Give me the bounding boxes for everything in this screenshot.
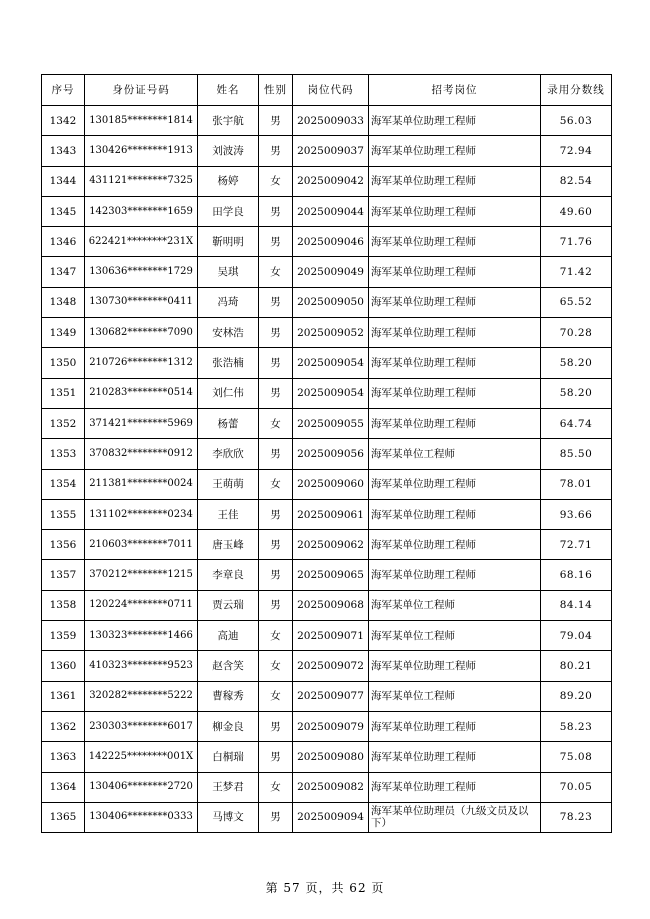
row-gender: 男 <box>259 196 293 226</box>
row-position-code: 2025009065 <box>293 560 369 590</box>
row-position: 海军某单位助理工程师 <box>369 378 541 408</box>
row-position-code: 2025009082 <box>293 772 369 802</box>
row-index: 1342 <box>42 106 85 136</box>
header-gender: 性别 <box>259 75 293 106</box>
row-index: 1351 <box>42 378 85 408</box>
admission-table <box>41 74 612 833</box>
page-footer: 第 57 页，共 62 页 <box>265 881 385 895</box>
row-score: 80.21 <box>541 651 612 681</box>
row-gender: 男 <box>259 560 293 590</box>
row-index: 1357 <box>42 560 85 590</box>
row-position-code: 2025009050 <box>293 287 369 317</box>
row-position: 海军某单位助理员（九级文员及以下） <box>369 802 541 832</box>
row-index: 1346 <box>42 227 85 257</box>
table-row <box>42 802 612 832</box>
row-id-number: 210726********1312 <box>85 348 198 378</box>
row-id-number: 320282********5222 <box>85 681 198 711</box>
row-position-code: 2025009037 <box>293 136 369 166</box>
row-id-number: 211381********0024 <box>85 469 198 499</box>
row-position-code: 2025009071 <box>293 621 369 651</box>
row-score: 58.20 <box>541 378 612 408</box>
row-name: 安林浩 <box>198 318 259 348</box>
table-row <box>42 711 612 741</box>
row-index: 1344 <box>42 166 85 196</box>
row-name: 靳明明 <box>198 227 259 257</box>
row-gender: 男 <box>259 711 293 741</box>
table-row <box>42 590 612 620</box>
row-id-number: 371421********5969 <box>85 408 198 438</box>
row-position: 海军某单位助理工程师 <box>369 287 541 317</box>
row-gender: 女 <box>259 166 293 196</box>
row-id-number: 120224********0711 <box>85 590 198 620</box>
table-row <box>42 560 612 590</box>
row-position-code: 2025009049 <box>293 257 369 287</box>
row-index: 1348 <box>42 287 85 317</box>
table-row <box>42 742 612 772</box>
row-score: 78.23 <box>541 802 612 832</box>
row-score: 64.74 <box>541 408 612 438</box>
row-position: 海军某单位助理工程师 <box>369 560 541 590</box>
row-id-number: 130730********0411 <box>85 287 198 317</box>
row-name: 杨婷 <box>198 166 259 196</box>
table-row <box>42 318 612 348</box>
table-row <box>42 257 612 287</box>
row-gender: 男 <box>259 378 293 408</box>
row-position-code: 2025009061 <box>293 499 369 529</box>
row-gender: 男 <box>259 439 293 469</box>
row-id-number: 431121********7325 <box>85 166 198 196</box>
row-score: 49.60 <box>541 196 612 226</box>
table-row <box>42 287 612 317</box>
row-position: 海军某单位助理工程师 <box>369 196 541 226</box>
header-id-number: 身份证号码 <box>85 75 198 106</box>
row-id-number: 130406********2720 <box>85 772 198 802</box>
row-name: 田学良 <box>198 196 259 226</box>
header-position-code: 岗位代码 <box>293 75 369 106</box>
row-position-code: 2025009094 <box>293 802 369 832</box>
row-id-number: 210283********0514 <box>85 378 198 408</box>
row-index: 1355 <box>42 499 85 529</box>
row-name: 李欣欣 <box>198 439 259 469</box>
table-row <box>42 651 612 681</box>
row-id-number: 370832********0912 <box>85 439 198 469</box>
table-row <box>42 408 612 438</box>
row-position: 海军某单位助理工程师 <box>369 227 541 257</box>
row-gender: 男 <box>259 227 293 257</box>
row-id-number: 130636********1729 <box>85 257 198 287</box>
row-score: 70.05 <box>541 772 612 802</box>
row-id-number: 130323********1466 <box>85 621 198 651</box>
table-row <box>42 499 612 529</box>
table-row <box>42 378 612 408</box>
row-position-code: 2025009042 <box>293 166 369 196</box>
row-score: 71.42 <box>541 257 612 287</box>
row-name: 唐玉峰 <box>198 530 259 560</box>
row-id-number: 131102********0234 <box>85 499 198 529</box>
row-score: 68.16 <box>541 560 612 590</box>
row-gender: 男 <box>259 106 293 136</box>
row-index: 1360 <box>42 651 85 681</box>
row-name: 马博文 <box>198 802 259 832</box>
row-position: 海军某单位助理工程师 <box>369 166 541 196</box>
row-score: 65.52 <box>541 287 612 317</box>
table-row <box>42 772 612 802</box>
header-score: 录用分数线 <box>541 75 612 106</box>
row-position-code: 2025009052 <box>293 318 369 348</box>
row-position: 海军某单位工程师 <box>369 590 541 620</box>
row-position: 海军某单位助理工程师 <box>369 711 541 741</box>
row-score: 72.94 <box>541 136 612 166</box>
row-id-number: 370212********1215 <box>85 560 198 590</box>
row-index: 1359 <box>42 621 85 651</box>
row-gender: 女 <box>259 621 293 651</box>
row-gender: 女 <box>259 408 293 438</box>
row-id-number: 142303********1659 <box>85 196 198 226</box>
row-score: 93.66 <box>541 499 612 529</box>
row-gender: 女 <box>259 651 293 681</box>
row-index: 1354 <box>42 469 85 499</box>
row-gender: 男 <box>259 590 293 620</box>
table-row <box>42 530 612 560</box>
row-position-code: 2025009055 <box>293 408 369 438</box>
row-position-code: 2025009054 <box>293 348 369 378</box>
row-index: 1362 <box>42 711 85 741</box>
row-position: 海军某单位助理工程师 <box>369 651 541 681</box>
row-score: 78.01 <box>541 469 612 499</box>
row-gender: 女 <box>259 681 293 711</box>
row-name: 王梦君 <box>198 772 259 802</box>
row-score: 72.71 <box>541 530 612 560</box>
row-position-code: 2025009077 <box>293 681 369 711</box>
row-position-code: 2025009080 <box>293 742 369 772</box>
row-name: 刘波涛 <box>198 136 259 166</box>
table-row <box>42 439 612 469</box>
row-id-number: 210603********7011 <box>85 530 198 560</box>
row-gender: 男 <box>259 530 293 560</box>
row-position: 海军某单位助理工程师 <box>369 257 541 287</box>
row-name: 王佳 <box>198 499 259 529</box>
header-position: 招考岗位 <box>369 75 541 106</box>
table-row <box>42 136 612 166</box>
row-name: 赵含笑 <box>198 651 259 681</box>
row-gender: 男 <box>259 318 293 348</box>
row-id-number: 130426********1913 <box>85 136 198 166</box>
row-score: 82.54 <box>541 166 612 196</box>
row-index: 1356 <box>42 530 85 560</box>
row-id-number: 130406********0333 <box>85 802 198 832</box>
row-position: 海军某单位助理工程师 <box>369 530 541 560</box>
row-score: 89.20 <box>541 681 612 711</box>
row-gender: 男 <box>259 136 293 166</box>
row-score: 71.76 <box>541 227 612 257</box>
row-gender: 男 <box>259 742 293 772</box>
row-gender: 男 <box>259 348 293 378</box>
row-position-code: 2025009062 <box>293 530 369 560</box>
row-score: 85.50 <box>541 439 612 469</box>
row-index: 1343 <box>42 136 85 166</box>
row-index: 1364 <box>42 772 85 802</box>
row-position-code: 2025009072 <box>293 651 369 681</box>
row-position: 海军某单位助理工程师 <box>369 772 541 802</box>
row-id-number: 622421********231X <box>85 227 198 257</box>
row-position: 海军某单位工程师 <box>369 439 541 469</box>
row-position: 海军某单位助理工程师 <box>369 348 541 378</box>
table-row <box>42 227 612 257</box>
row-name: 张浩楠 <box>198 348 259 378</box>
row-index: 1345 <box>42 196 85 226</box>
row-name: 吴琪 <box>198 257 259 287</box>
row-position: 海军某单位助理工程师 <box>369 318 541 348</box>
row-id-number: 130682********7090 <box>85 318 198 348</box>
row-position: 海军某单位助理工程师 <box>369 742 541 772</box>
row-position: 海军某单位助理工程师 <box>369 469 541 499</box>
row-id-number: 130185********1814 <box>85 106 198 136</box>
row-name: 刘仁伟 <box>198 378 259 408</box>
row-index: 1353 <box>42 439 85 469</box>
row-gender: 女 <box>259 257 293 287</box>
header-name: 姓名 <box>198 75 259 106</box>
row-gender: 女 <box>259 772 293 802</box>
row-score: 58.23 <box>541 711 612 741</box>
row-index: 1365 <box>42 802 85 832</box>
row-gender: 男 <box>259 287 293 317</box>
row-name: 张宇航 <box>198 106 259 136</box>
row-position: 海军某单位工程师 <box>369 621 541 651</box>
table-row <box>42 166 612 196</box>
row-name: 冯琦 <box>198 287 259 317</box>
row-gender: 男 <box>259 499 293 529</box>
row-score: 84.14 <box>541 590 612 620</box>
row-score: 75.08 <box>541 742 612 772</box>
row-position-code: 2025009056 <box>293 439 369 469</box>
row-name: 贾云瑞 <box>198 590 259 620</box>
row-index: 1347 <box>42 257 85 287</box>
table-row <box>42 469 612 499</box>
row-index: 1349 <box>42 318 85 348</box>
row-index: 1352 <box>42 408 85 438</box>
row-position-code: 2025009044 <box>293 196 369 226</box>
table-row <box>42 106 612 136</box>
row-name: 王萌萌 <box>198 469 259 499</box>
row-name: 李章良 <box>198 560 259 590</box>
row-name: 杨蕾 <box>198 408 259 438</box>
header-index: 序号 <box>42 75 85 106</box>
row-name: 高迪 <box>198 621 259 651</box>
row-id-number: 142225********001X <box>85 742 198 772</box>
table-row <box>42 196 612 226</box>
row-score: 79.04 <box>541 621 612 651</box>
row-position: 海军某单位助理工程师 <box>369 499 541 529</box>
row-index: 1358 <box>42 590 85 620</box>
row-position-code: 2025009060 <box>293 469 369 499</box>
row-score: 58.20 <box>541 348 612 378</box>
row-position-code: 2025009054 <box>293 378 369 408</box>
row-id-number: 410323********9523 <box>85 651 198 681</box>
row-id-number: 230303********6017 <box>85 711 198 741</box>
row-score: 70.28 <box>541 318 612 348</box>
row-index: 1361 <box>42 681 85 711</box>
row-position-code: 2025009046 <box>293 227 369 257</box>
row-position: 海军某单位助理工程师 <box>369 408 541 438</box>
table-row <box>42 681 612 711</box>
row-position-code: 2025009033 <box>293 106 369 136</box>
table-row <box>42 621 612 651</box>
row-index: 1363 <box>42 742 85 772</box>
row-score: 56.03 <box>541 106 612 136</box>
row-name: 柳金良 <box>198 711 259 741</box>
header-row <box>42 75 612 106</box>
row-position: 海军某单位助理工程师 <box>369 136 541 166</box>
row-name: 曹稼秀 <box>198 681 259 711</box>
row-position: 海军某单位助理工程师 <box>369 106 541 136</box>
row-position-code: 2025009079 <box>293 711 369 741</box>
row-position: 海军某单位工程师 <box>369 681 541 711</box>
row-gender: 男 <box>259 802 293 832</box>
row-name: 白桐瑞 <box>198 742 259 772</box>
row-index: 1350 <box>42 348 85 378</box>
row-position-code: 2025009068 <box>293 590 369 620</box>
table-row <box>42 348 612 378</box>
row-gender: 女 <box>259 469 293 499</box>
